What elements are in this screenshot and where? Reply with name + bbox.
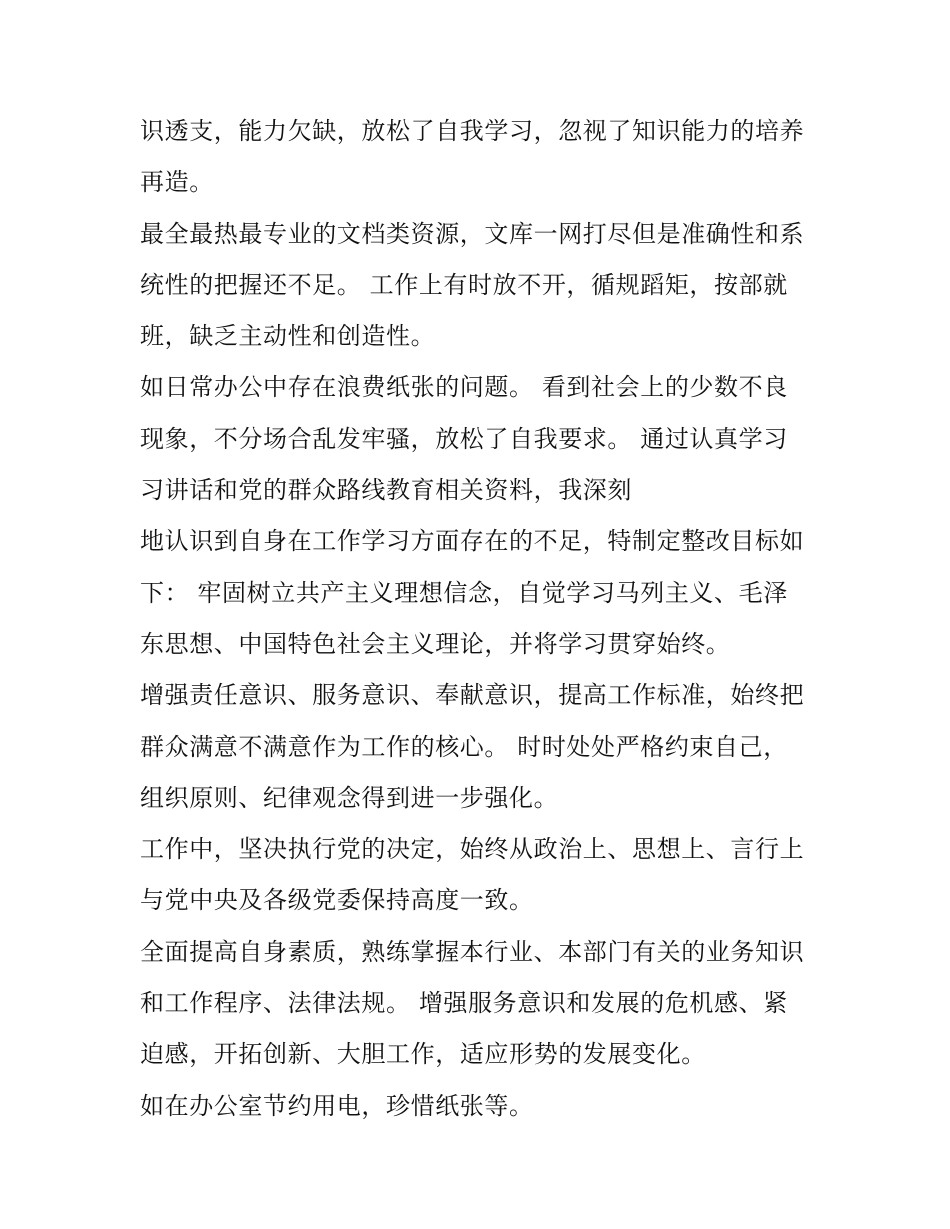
text-line: 工作中，坚决执行党的决定，始终从政治上、思想上、言行上 xyxy=(140,835,805,864)
text-line: 下： 牢固树立共产主义理想信念，自觉学习马列主义、毛泽 xyxy=(140,578,788,607)
text-line: 和工作程序、法律法规。 增强服务意识和发展的危机感、紧 xyxy=(140,989,788,1018)
text-line: 迫感，开拓创新、大胆工作，适应形势的发展变化。 xyxy=(140,1040,706,1069)
text-line: 识透支，能力欠缺，放松了自我学习，忽视了知识能力的培养 xyxy=(140,117,805,145)
text-line: 如日常办公中存在浪费纸张的问题。 看到社会上的少数不良 xyxy=(140,373,788,402)
text-line: 全面提高自身素质，熟练掌握本行业、本部门有关的业务知识 xyxy=(140,937,805,966)
text-line: 东思想、中国特色社会主义理论，并将学习贯穿始终。 xyxy=(140,629,731,658)
text-line: 现象，不分场合乱发牢骚，放松了自我要求。 通过认真学习 xyxy=(140,424,788,453)
text-line: 最全最热最专业的文档类资源，文库一网打尽但是准确性和系 xyxy=(140,219,805,248)
text-line: 增强责任意识、服务意识、奉献意识，提高工作标准，始终把 xyxy=(140,681,805,710)
text-line: 统性的把握还不足。 工作上有时放不开，循规蹈矩，按部就 xyxy=(140,270,788,299)
text-line: 组织原则、纪律观念得到进一步强化。 xyxy=(140,783,559,812)
text-line: 与党中央及各级党委保持高度一致。 xyxy=(140,886,534,915)
text-line: 群众满意不满意作为工作的核心。 时时处处严格约束自己， xyxy=(140,732,788,761)
text-line: 习讲话和党的群众路线教育相关资料，我深刻 xyxy=(140,476,632,505)
text-line: 如在办公室节约用电，珍惜纸张等。 xyxy=(140,1091,534,1120)
text-line: 班，缺乏主动性和创造性。 xyxy=(140,322,436,351)
document-body xyxy=(140,106,840,1132)
text-line: 再造。 xyxy=(140,168,214,197)
text-line: 地认识到自身在工作学习方面存在的不足，特制定整改目标如 xyxy=(140,527,805,556)
